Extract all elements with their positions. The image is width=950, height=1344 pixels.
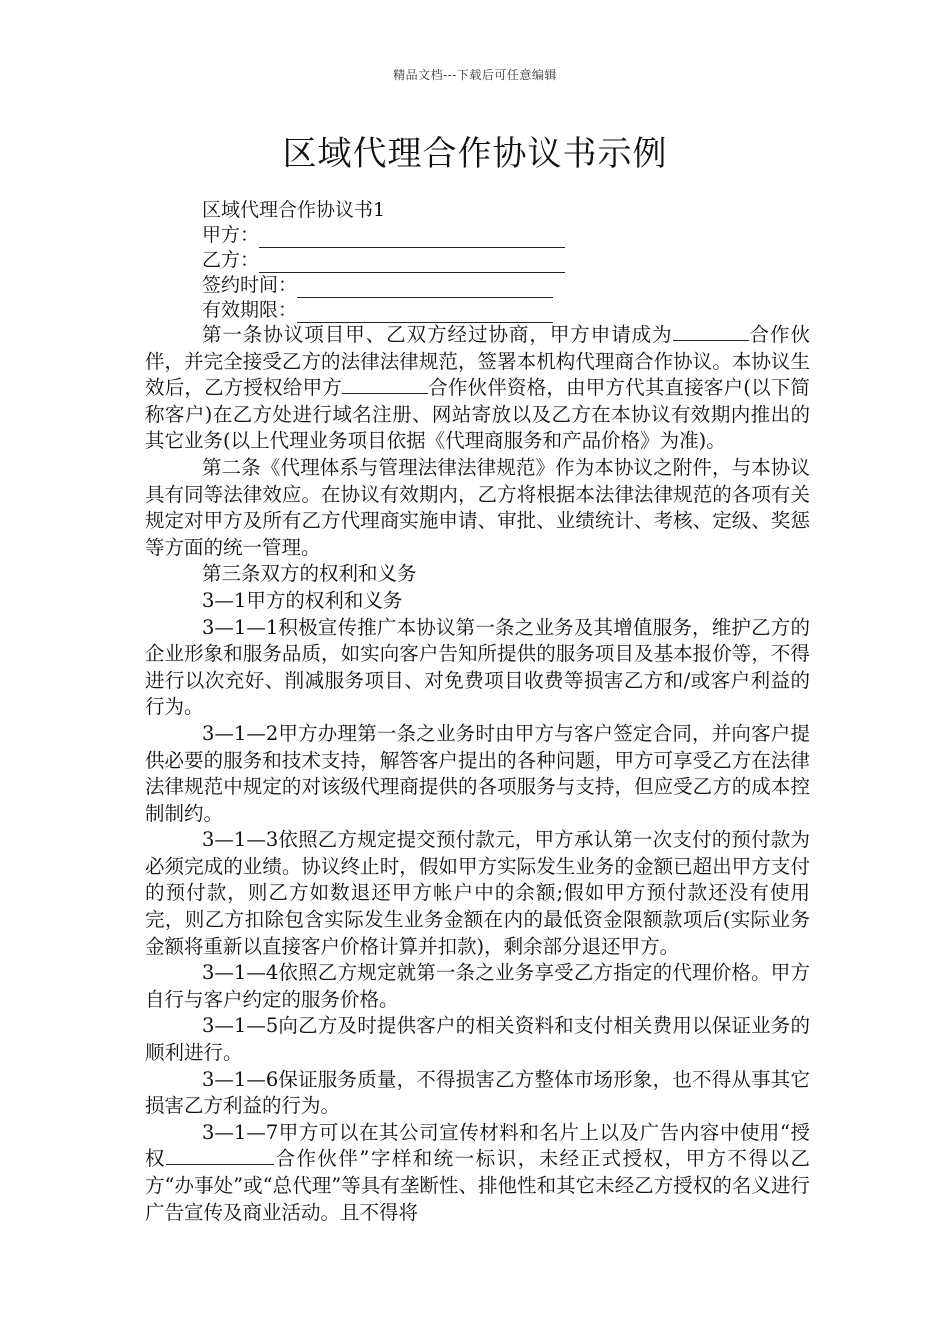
meta-valid-period (202, 298, 565, 323)
agreement-body (145, 322, 810, 1226)
clause-3-1-7-blank (166, 1146, 274, 1165)
meta-party-a (202, 223, 565, 248)
clause-3-1-7-text-b: 合作伙伴”字样和统一标识，未经正式授权，甲方不得以乙方“办事处”或“总代理”等具有垄断性、排他性和其它未经乙方授权的名义进行广告宣传及商业活动。且不得将 (145, 1147, 810, 1224)
party-a-label: 甲方： (202, 224, 260, 246)
article-1-paragraph (145, 322, 810, 455)
clause-3-1-5: 3—1—5向乙方及时提供客户的相关资料和支付相关费用以保证业务的顺利进行。 (145, 1014, 810, 1065)
article-2-paragraph: 第二条《代理体系与管理法律法律规范》作为本协议之附件，与本协议具有同等法律效应。在协议有效期内，乙方将根据本法律法律规范的各项有关规定对甲方及所有乙方代理商实施申请、审批、业绩统计、考核、定级、奖惩等方面的统一管理。 (145, 455, 810, 559)
meta-sign-time (202, 273, 565, 298)
sign-time-label: 签约时间： (202, 274, 298, 296)
page-header: 精品文档---下载后可任意编辑 (393, 68, 557, 82)
party-a-blank (259, 229, 565, 248)
valid-period-label: 有效期限： (202, 299, 298, 321)
document-title: 区域代理合作协议书示例 (282, 134, 668, 174)
article-1-text-b: 合作伙伴，并完全接受乙方的法律法律规范，签署本机构代理商合作协议。本协议生效后，乙方授权给甲方 (145, 323, 810, 400)
clause-3-1-6: 3—1—6保证服务质量，不得损害乙方整体市场形象，也不得从事其它损害乙方利益的行为。 (145, 1067, 810, 1118)
party-b-label: 乙方： (202, 249, 260, 271)
clause-3-1-1: 3—1—1积极宣传推广本协议第一条之业务及其增值服务，维护乙方的企业形象和服务品质，如实向客户告知所提供的服务项目及基本报价等，不得进行以次充好、削减服务项目、对免费项目收费等损害乙方和/或客户利益的行为。 (145, 615, 810, 719)
article-3-heading: 第三条双方的权利和义务 (202, 562, 417, 586)
section-3-1-heading: 3—1甲方的权利和义务 (202, 588, 403, 612)
article-1-text-a: 第一条协议项目甲、乙双方经过协商，甲方申请成为 (202, 323, 673, 346)
sign-time-blank (297, 279, 553, 298)
article-1-blank-2 (342, 375, 428, 394)
clause-3-1-7 (145, 1120, 810, 1226)
article-1-blank-1 (673, 322, 749, 341)
valid-period-blank (297, 304, 553, 323)
party-b-blank (259, 254, 565, 273)
doc-name-label: 区域代理合作协议书1 (202, 199, 386, 221)
article-1-text-c: 合作伙伴资格，由甲方代其直接客户(以下简称客户)在乙方处进行域名注册、网站寄放以及乙方在本协议有效期内推出的其它业务(以上代理业务项目依据《代理商服务和产品价格》为准)。 (145, 376, 810, 453)
clause-3-1-7-text-a: 3—1—7甲方可以在其公司宣传材料和名片上以及广告内容中使用“授权 (145, 1120, 810, 1171)
clause-3-1-4: 3—1—4依照乙方规定就第一条之业务享受乙方指定的代理价格。甲方自行与客户约定的服务价格。 (145, 961, 810, 1011)
clause-3-1-3: 3—1—3依照乙方规定提交预付款元，甲方承认第一次支付的预付款为必须完成的业绩。协议终止时，假如甲方实际发生业务的金额已超出甲方支付的预付款，则乙方如数退还甲方帐户中的余额;假如甲方预付款还没有使用完，则乙方扣除包含实际发生业务金额在内的最低资金限额款项后(实际业务金额将重新以直接客户价格计算并扣款)，剩余部分退还甲方。 (145, 828, 810, 958)
meta-party-b (202, 248, 565, 273)
clause-3-1-2: 3—1—2甲方办理第一条之业务时由甲方与客户签定合同，并向客户提供必要的服务和技术支持，解答客户提出的各种问题，甲方可享受乙方在法律法律规范中规定的对该级代理商提供的各项服务与支持，但应受乙方的成本控制制约。 (145, 721, 810, 825)
meta-doc-name (202, 198, 565, 223)
agreement-meta (202, 198, 565, 323)
